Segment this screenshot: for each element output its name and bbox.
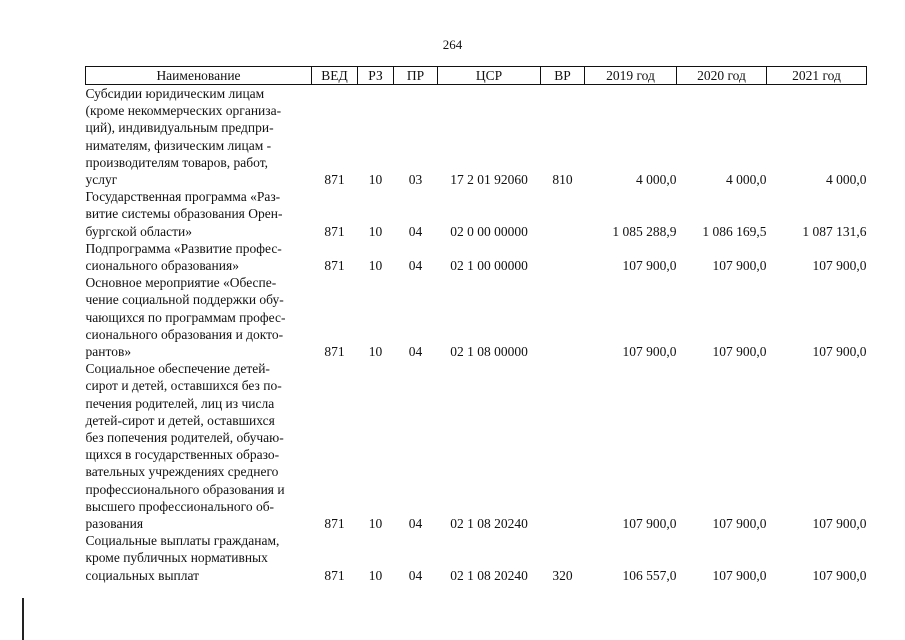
row-amount-2021: 1 087 131,6 [802, 223, 867, 239]
row-name-line: высшего профессионального об- [85, 498, 275, 514]
row-ved: 871 [324, 344, 345, 360]
row-csr: 17 2 01 92060 [450, 172, 528, 188]
row-name-line: сирот и детей, оставшихся без по- [85, 378, 282, 394]
row-name [86, 85, 312, 189]
row-name-line: Социальное обеспечение детей- [85, 361, 270, 377]
row-vr [541, 188, 585, 240]
row-name-line: Государственная программа «Раз- [85, 189, 281, 205]
row-name-line: Социальные выплаты гражданам, [85, 533, 280, 549]
row-amount-2021: 107 900,0 [812, 344, 867, 360]
table-row [86, 360, 867, 532]
row-pr: 03 [408, 172, 423, 188]
row-name-line: кроме публичных нормативных [85, 550, 268, 566]
row-pr: 04 [408, 516, 423, 532]
row-csr: 02 1 08 20240 [450, 516, 528, 532]
budget-table [85, 66, 867, 584]
page-number: 264 [442, 37, 463, 52]
row-name-line: профессионального образования и [85, 481, 285, 497]
column-header-2019: 2019 год [585, 67, 677, 85]
row-amount-2021: 4 000,0 [826, 172, 867, 188]
row-rz: 10 [368, 516, 383, 532]
row-ved: 871 [324, 516, 345, 532]
row-name [86, 240, 312, 274]
row-name-line: витие системы образования Орен- [85, 206, 283, 222]
row-vr [541, 274, 585, 360]
row-amount-2020: 107 900,0 [712, 344, 767, 360]
row-name-line: печения родителей, лиц из числа [85, 395, 275, 411]
row-name-line: Основное мероприятие «Обеспе- [85, 275, 277, 291]
row-name-line: (кроме некоммерческих организа- [85, 103, 282, 119]
row-name [86, 360, 312, 532]
row-name-line: нимателям, физическим лицам - [85, 137, 272, 153]
row-pr: 04 [408, 344, 423, 360]
column-header-ved: ВЕД [312, 67, 358, 85]
row-name-line: сионального образования» [85, 258, 239, 274]
row-name-line: щихся в государственных образо- [85, 447, 280, 463]
column-header-rz: РЗ [358, 67, 394, 85]
row-name-line: ций), индивидуальным предпри- [85, 120, 274, 136]
row-vr: 810 [552, 172, 573, 188]
row-pr: 04 [408, 258, 423, 274]
table-row [86, 240, 867, 274]
table-row [86, 188, 867, 240]
row-ved: 871 [324, 258, 345, 274]
row-amount-2019: 106 557,0 [622, 567, 677, 583]
row-pr: 04 [408, 567, 423, 583]
row-vr: 320 [552, 567, 573, 583]
row-ved: 871 [324, 223, 345, 239]
row-rz: 10 [368, 223, 383, 239]
row-csr: 02 1 00 00000 [450, 258, 528, 274]
row-amount-2021: 107 900,0 [812, 516, 867, 532]
row-name-line: услуг [85, 172, 118, 188]
row-name [86, 532, 312, 584]
column-header-csr: ЦСР [438, 67, 541, 85]
row-name-line: чающихся по программам профес- [85, 309, 286, 325]
row-amount-2019: 107 900,0 [622, 258, 677, 274]
table-row [86, 532, 867, 584]
row-name-line: Подпрограмма «Развитие профес- [85, 240, 282, 256]
row-name-line: вательных учреждениях среднего [85, 464, 279, 480]
row-name [86, 188, 312, 240]
row-vr [541, 240, 585, 274]
row-amount-2019: 4 000,0 [636, 172, 677, 188]
column-header-2020: 2020 год [677, 67, 767, 85]
row-csr: 02 1 08 00000 [450, 344, 528, 360]
scan-edge-mark [22, 598, 24, 640]
row-amount-2019: 107 900,0 [622, 344, 677, 360]
row-rz: 10 [368, 344, 383, 360]
table-row [86, 274, 867, 360]
row-name-line: разования [85, 516, 144, 532]
row-vr [541, 360, 585, 532]
row-name-line: чение социальной поддержки обу- [85, 292, 284, 308]
row-name-line: сионального образования и докто- [85, 326, 284, 342]
row-rz: 10 [368, 258, 383, 274]
row-rz: 10 [368, 172, 383, 188]
row-rz: 10 [368, 567, 383, 583]
row-amount-2021: 107 900,0 [812, 567, 867, 583]
row-amount-2021: 107 900,0 [812, 258, 867, 274]
row-ved: 871 [324, 172, 345, 188]
row-name-line: Субсидии юридическим лицам [85, 86, 265, 101]
row-name-line: без попечения родителей, обучаю- [85, 430, 284, 446]
row-name-line: социальных выплат [85, 567, 200, 583]
row-amount-2020: 107 900,0 [712, 516, 767, 532]
row-name-line: производителям товаров, работ, [85, 154, 269, 170]
column-header-vr: ВР [541, 67, 585, 85]
row-amount-2019: 1 085 288,9 [612, 223, 677, 239]
row-ved: 871 [324, 567, 345, 583]
row-amount-2020: 107 900,0 [712, 258, 767, 274]
column-header-2021: 2021 год [767, 67, 867, 85]
row-amount-2020: 107 900,0 [712, 567, 767, 583]
row-csr: 02 0 00 00000 [450, 223, 528, 239]
row-amount-2020: 4 000,0 [726, 172, 767, 188]
row-csr: 02 1 08 20240 [450, 567, 528, 583]
column-header-name: Наименование [86, 67, 312, 85]
row-name-line: рантов» [85, 344, 132, 360]
row-name [86, 274, 312, 360]
row-pr: 04 [408, 223, 423, 239]
table-header-row [86, 67, 867, 85]
table-row [86, 85, 867, 189]
row-amount-2019: 107 900,0 [622, 516, 677, 532]
column-header-pr: ПР [394, 67, 438, 85]
row-name-line: детей-сирот и детей, оставшихся [85, 412, 275, 428]
row-name-line: бургской области» [85, 223, 192, 239]
row-amount-2020: 1 086 169,5 [702, 223, 767, 239]
